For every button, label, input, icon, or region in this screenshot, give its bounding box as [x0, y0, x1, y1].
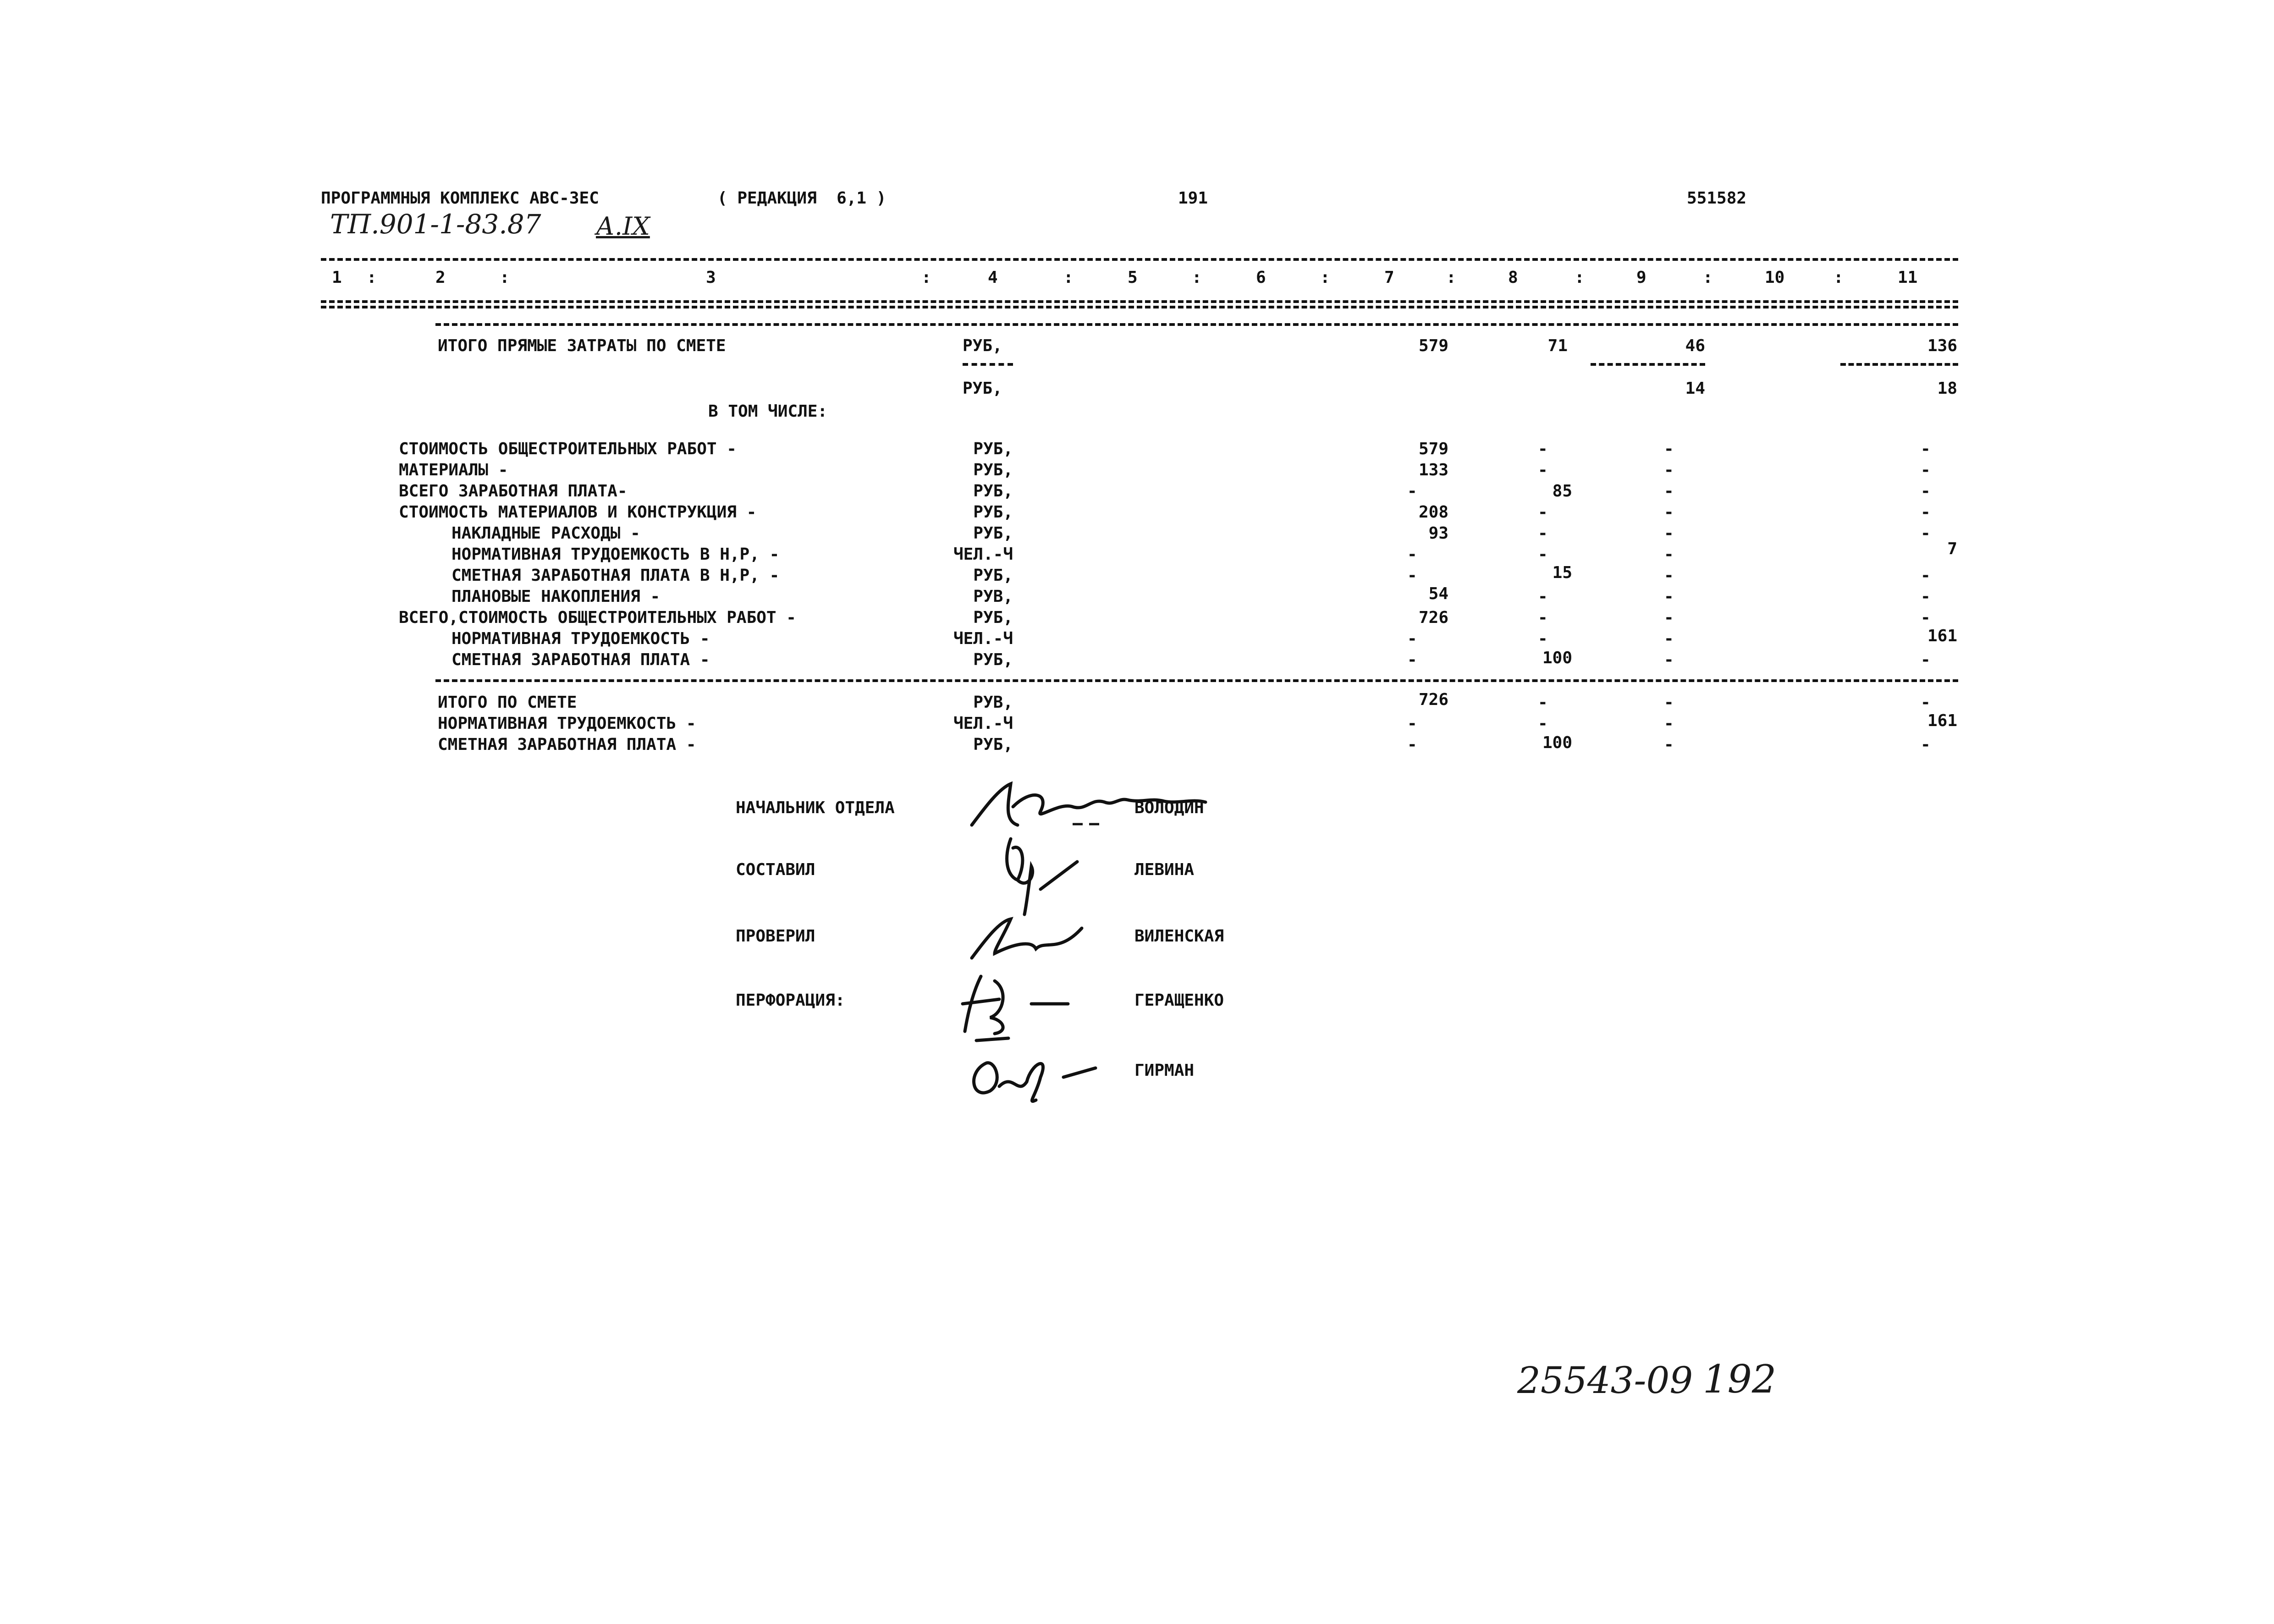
- column-separator: :: [1063, 268, 1074, 287]
- row-label: СТОИМОСТЬ МАТЕРИАЛОВ И КОНСТРУКЦИЯ -: [399, 503, 757, 522]
- row-label: СМЕТНАЯ ЗАРАБОТНАЯ ПЛАТА -: [451, 650, 710, 669]
- column-separator: :: [1192, 268, 1202, 287]
- total-col9: -: [1664, 693, 1674, 712]
- direct-costs-label: ИТОГО ПРЯМЫЕ ЗАТРАТЫ ПО СМЕТЕ: [438, 336, 726, 355]
- total-unit: РУВ,: [973, 693, 1013, 712]
- row-label: ПЛАНОВЫЕ НАКОПЛЕНИЯ -: [451, 587, 661, 606]
- column-separator: :: [1575, 268, 1585, 287]
- handwritten-album-number: А.IX: [596, 212, 650, 241]
- total-col11: 161: [1927, 711, 1957, 730]
- row-col7: 208: [1418, 503, 1448, 522]
- row-col7: -: [1407, 650, 1417, 669]
- column-header: 4: [988, 268, 998, 287]
- row-col11: -: [1921, 566, 1931, 585]
- total-col7: 726: [1418, 690, 1448, 709]
- row-col7: -: [1407, 629, 1417, 648]
- row-unit: ЧЕЛ.-Ч: [953, 629, 1013, 648]
- column-separator: :: [1834, 268, 1844, 287]
- row-col11: -: [1921, 608, 1931, 627]
- row-label: НАКЛАДНЫЕ РАСХОДЫ -: [451, 524, 640, 543]
- direct-costs-col7: 579: [1418, 336, 1448, 355]
- row-col8: -: [1538, 608, 1548, 627]
- row-col8: -: [1538, 587, 1548, 606]
- totals-top-rule: [435, 679, 1958, 682]
- signature-role: НАЧАЛЬНИК ОТДЕЛА: [736, 798, 895, 817]
- row-col9: -: [1664, 587, 1674, 606]
- handwritten-document-number: ТП.901-1-83.87: [330, 209, 541, 240]
- total-col9: -: [1664, 735, 1674, 754]
- row-unit: РУБ,: [973, 461, 1013, 479]
- direct-costs-col11-b: 18: [1937, 379, 1957, 398]
- row-col7: -: [1407, 566, 1417, 585]
- row-col8: -: [1538, 440, 1548, 458]
- column-separator: :: [1446, 268, 1456, 287]
- total-unit: ЧЕЛ.-Ч: [953, 714, 1013, 733]
- column-header: 9: [1636, 268, 1646, 287]
- table-header-rule: [321, 300, 1958, 303]
- row-unit: РУБ,: [973, 440, 1013, 458]
- total-col11: -: [1921, 693, 1931, 712]
- column-header: 11: [1898, 268, 1918, 287]
- direct-costs-col9: 46: [1685, 336, 1705, 355]
- table-header-rule-double: [321, 306, 1958, 308]
- edition-label: ( РЕДАКЦИЯ 6,1 ): [717, 189, 886, 208]
- signature-levina: [986, 825, 1091, 917]
- column-header: 7: [1384, 268, 1394, 287]
- col11-underline: [1840, 363, 1958, 366]
- row-col9: -: [1664, 482, 1674, 501]
- signature-role: ПЕРФОРАЦИЯ:: [736, 991, 845, 1010]
- row-col9: -: [1664, 503, 1674, 522]
- total-col7: -: [1407, 714, 1417, 733]
- direct-costs-unit-2: РУБ,: [963, 379, 1002, 398]
- column-separator: :: [367, 268, 377, 287]
- column-header: 1: [332, 268, 342, 287]
- row-col7: 579: [1418, 440, 1448, 458]
- col9-underline: [1591, 363, 1705, 366]
- row-unit: РУВ,: [973, 587, 1013, 606]
- row-col11: 161: [1927, 627, 1957, 645]
- row-col7: -: [1407, 482, 1417, 501]
- row-col11: -: [1921, 587, 1931, 606]
- row-label: СТОИМОСТЬ ОБЩЕСТРОИТЕЛЬНЫХ РАБОТ -: [399, 440, 737, 458]
- handwritten-page-number: 192: [1703, 1357, 1777, 1402]
- direct-costs-col8: 71: [1547, 336, 1568, 355]
- row-label: НОРМАТИВНАЯ ТРУДОЕМКОСТЬ В Н,Р, -: [451, 545, 780, 564]
- row-col8: -: [1538, 461, 1548, 479]
- row-col7: 93: [1428, 524, 1448, 543]
- row-unit: РУБ,: [973, 524, 1013, 543]
- row-col11: -: [1921, 524, 1931, 543]
- row-col9: -: [1664, 440, 1674, 458]
- row-unit: ЧЕЛ.-Ч: [953, 545, 1013, 564]
- signature-gerashchenko: [953, 967, 1073, 1036]
- row-unit: РУБ,: [973, 608, 1013, 627]
- total-col9: -: [1664, 714, 1674, 733]
- row-label: НОРМАТИВНАЯ ТРУДОЕМКОСТЬ -: [451, 629, 710, 648]
- row-col11: -: [1921, 650, 1931, 669]
- signature-name: ГИРМАН: [1134, 1061, 1195, 1080]
- column-separator: :: [1703, 268, 1713, 287]
- total-unit: РУБ,: [973, 735, 1013, 754]
- row-col8: 100: [1542, 649, 1572, 667]
- signature-name: ВОЛОДИН: [1134, 798, 1204, 817]
- total-label: СМЕТНАЯ ЗАРАБОТНАЯ ПЛАТА -: [438, 735, 696, 754]
- total-col8: 100: [1542, 733, 1572, 752]
- row-col9: -: [1664, 545, 1674, 564]
- unit-underline: [963, 363, 1013, 366]
- row-col8: -: [1538, 503, 1548, 522]
- row-unit: РУБ,: [973, 503, 1013, 522]
- signature-name: ВИЛЕНСКАЯ: [1134, 927, 1224, 946]
- row-col11: -: [1921, 440, 1931, 458]
- handwritten-inventory-number: 25543-09: [1517, 1359, 1693, 1402]
- signature-vilenskaya: [967, 912, 1086, 967]
- row-label: ВСЕГО ЗАРАБОТНАЯ ПЛАТА-: [399, 482, 628, 501]
- block-top-rule: [435, 323, 1958, 326]
- total-label: НОРМАТИВНАЯ ТРУДОЕМКОСТЬ -: [438, 714, 696, 733]
- direct-costs-col11: 136: [1927, 336, 1957, 355]
- column-header: 8: [1508, 268, 1518, 287]
- signature-name: ГЕРАЩЕНКО: [1134, 991, 1224, 1010]
- total-label: ИТОГО ПО СМЕТЕ: [438, 693, 577, 712]
- column-separator: :: [921, 268, 931, 287]
- row-col8: 85: [1552, 482, 1572, 501]
- row-label: МАТЕРИАЛЫ -: [399, 461, 508, 479]
- including-label: В ТОМ ЧИСЛЕ:: [708, 402, 828, 421]
- column-separator: :: [1320, 268, 1330, 287]
- total-col7: -: [1407, 735, 1417, 754]
- row-col11: -: [1921, 461, 1931, 479]
- column-header-row: [321, 270, 1958, 292]
- row-col7: 133: [1418, 461, 1448, 479]
- row-col9: -: [1664, 629, 1674, 648]
- row-col11: -: [1921, 503, 1931, 522]
- row-col9: -: [1664, 608, 1674, 627]
- signature-role: СОСТАВИЛ: [736, 860, 815, 879]
- total-col8: -: [1538, 714, 1548, 733]
- signature-name: ЛЕВИНА: [1134, 860, 1195, 879]
- total-col11: -: [1921, 735, 1931, 754]
- row-col8: -: [1538, 524, 1548, 543]
- row-col9: -: [1664, 524, 1674, 543]
- row-col9: -: [1664, 461, 1674, 479]
- row-col9: -: [1664, 650, 1674, 669]
- row-col8: -: [1538, 545, 1548, 564]
- page-number: 191: [1178, 189, 1208, 208]
- row-unit: РУБ,: [973, 650, 1013, 669]
- signature-role: ПРОВЕРИЛ: [736, 927, 815, 946]
- direct-costs-unit: РУБ,: [963, 336, 1002, 355]
- row-col11: 7: [1947, 539, 1957, 558]
- signature-girman: [958, 1036, 1105, 1109]
- row-col8: 15: [1552, 563, 1572, 582]
- row-label: ВСЕГО,СТОИМОСТЬ ОБЩЕСТРОИТЕЛЬНЫХ РАБОТ -: [399, 608, 796, 627]
- total-col8: -: [1538, 693, 1548, 712]
- row-col11: -: [1921, 482, 1931, 501]
- column-header: 6: [1256, 268, 1266, 287]
- column-header: 10: [1765, 268, 1785, 287]
- direct-costs-col9-b: 14: [1685, 379, 1705, 398]
- column-header: 2: [435, 268, 446, 287]
- column-header: 5: [1128, 268, 1138, 287]
- document-code: 551582: [1687, 189, 1747, 208]
- column-separator: :: [500, 268, 510, 287]
- row-col7: -: [1407, 545, 1417, 564]
- column-header: 3: [706, 268, 716, 287]
- row-unit: РУБ,: [973, 482, 1013, 501]
- row-col9: -: [1664, 566, 1674, 585]
- row-label: СМЕТНАЯ ЗАРАБОТНАЯ ПЛАТА В Н,Р, -: [451, 566, 780, 585]
- row-col7: 54: [1428, 584, 1448, 603]
- row-col7: 726: [1418, 608, 1448, 627]
- program-title: ПРОГРАММНЫЯ КОМПЛЕКС АВС-3ЕС: [321, 189, 599, 208]
- row-col8: -: [1538, 629, 1548, 648]
- table-top-rule: [321, 258, 1958, 261]
- row-unit: РУБ,: [973, 566, 1013, 585]
